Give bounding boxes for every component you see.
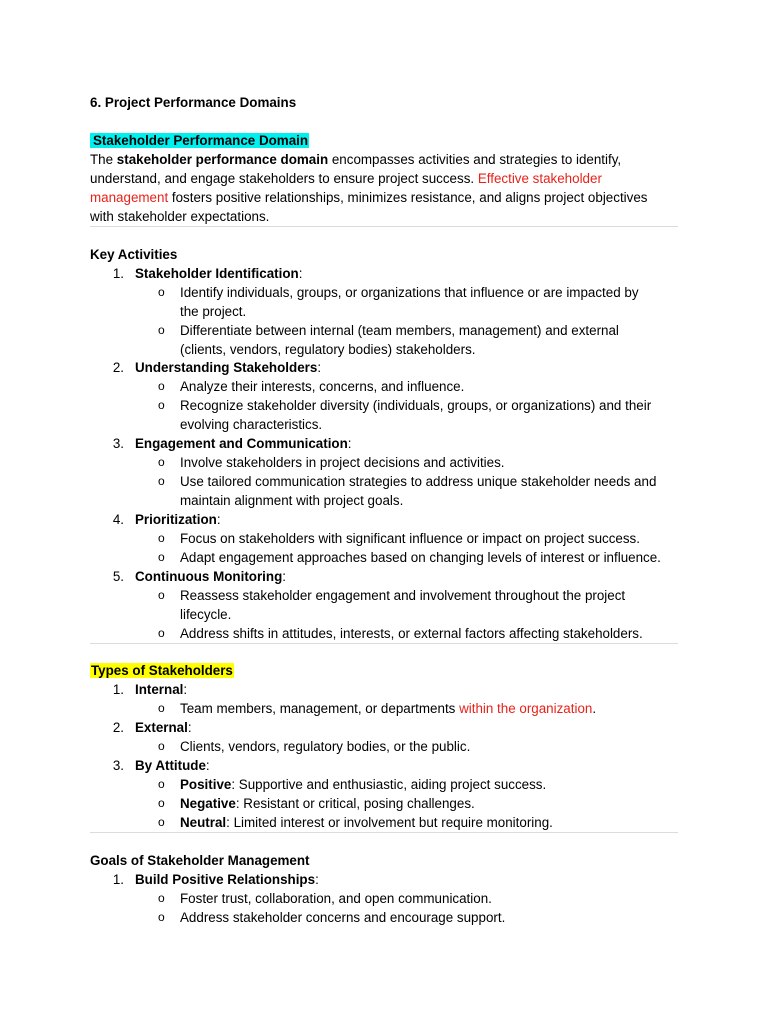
- bullet-marker: o: [158, 455, 165, 469]
- intro-bold-term: stakeholder performance domain: [116, 152, 329, 167]
- colon: :: [187, 720, 192, 735]
- bullet-marker: o: [158, 531, 165, 545]
- key-activities-title: Key Activities: [90, 247, 178, 262]
- list-item-label: External: [135, 720, 188, 735]
- bullet-text: .: [592, 701, 597, 716]
- bullet-marker: o: [158, 701, 165, 715]
- bullet-text-continued: maintain alignment with project goals.: [180, 493, 404, 508]
- section-divider: [90, 643, 678, 644]
- bullet-text: : Supportive and enthusiastic, aiding project success.: [231, 777, 547, 792]
- section-divider: [90, 226, 678, 227]
- bullet-marker: o: [158, 891, 165, 905]
- intro-text: The: [90, 152, 117, 167]
- bullet-text-continued: evolving characteristics.: [180, 417, 323, 432]
- bullet-marker: o: [158, 626, 165, 640]
- colon: :: [347, 436, 352, 451]
- list-number: 5.: [112, 569, 124, 584]
- list-number: 3.: [112, 436, 124, 451]
- list-number: 2.: [112, 360, 124, 375]
- bullet-marker: o: [158, 323, 165, 337]
- colon: :: [282, 569, 286, 584]
- bullet-red-text: within the organization: [459, 701, 593, 716]
- colon: :: [298, 266, 303, 281]
- intro-line-3: [90, 188, 647, 207]
- bullet-marker: o: [158, 550, 165, 564]
- list-item-label: Stakeholder Identification: [135, 266, 299, 281]
- intro-red-text: management: [90, 190, 169, 205]
- list-item-label: Engagement and Communication: [135, 436, 348, 451]
- attitude-term: Positive: [180, 777, 232, 792]
- list-item-label: By Attitude: [135, 758, 206, 773]
- types-title-text: Types of Stakeholders: [91, 663, 233, 678]
- bullet-text-continued: lifecycle.: [180, 607, 232, 622]
- bullet-text: Address shifts in attitudes, interests, or external factors affecting stakeholders.: [180, 626, 643, 641]
- bullet-text: Focus on stakeholders with significant influence or impact on project success.: [180, 531, 640, 546]
- list-number: 1.: [112, 682, 124, 697]
- bullet-marker: o: [158, 777, 165, 791]
- section-title-text: Stakeholder Performance Domain: [90, 133, 309, 148]
- bullet-marker: o: [158, 815, 165, 829]
- goals-title: Goals of Stakeholder Management: [90, 853, 310, 868]
- colon: :: [205, 758, 210, 773]
- list-item-label: Build Positive Relationships: [135, 872, 316, 887]
- bullet-text: : Limited interest or involvement but require monitoring.: [226, 815, 553, 830]
- types-title: [90, 661, 234, 680]
- list-number: 4.: [112, 512, 124, 527]
- colon: :: [315, 872, 319, 887]
- list-item-label: Prioritization: [135, 512, 217, 527]
- bullet-text: Reassess stakeholder engagement and involvement throughout the project: [180, 588, 626, 603]
- bullet-text: Adapt engagement approaches based on changing levels of interest or influence.: [180, 550, 661, 565]
- list-number: 1.: [112, 266, 124, 281]
- bullet-text: Involve stakeholders in project decisions and activities.: [180, 455, 505, 470]
- intro-text: fosters positive relationships, minimizes resistance, and aligns project objectives: [168, 190, 648, 205]
- intro-line-2: [90, 169, 602, 188]
- bullet-text: Team members, management, or departments: [180, 701, 460, 716]
- bullet-marker: o: [158, 379, 165, 393]
- intro-text: encompasses activities and strategies to identify,: [328, 152, 622, 167]
- bullet-text: Clients, vendors, regulatory bodies, or the public.: [180, 739, 471, 754]
- list-item-label: Continuous Monitoring: [135, 569, 283, 584]
- bullet-text: Address stakeholder concerns and encourage support.: [180, 910, 506, 925]
- bullet-text: Differentiate between internal (team members, management) and external: [180, 323, 619, 338]
- list-item-label: Internal: [135, 682, 184, 697]
- bullet-marker: o: [158, 285, 165, 299]
- bullet-marker: o: [158, 910, 165, 924]
- bullet-marker: o: [158, 739, 165, 753]
- list-item-label: Understanding Stakeholders: [135, 360, 318, 375]
- section-divider: [90, 832, 678, 833]
- intro-red-text: Effective stakeholder: [477, 171, 602, 186]
- colon: :: [216, 512, 221, 527]
- bullet-marker: o: [158, 398, 165, 412]
- bullet-marker: o: [158, 474, 165, 488]
- section-title: [90, 131, 309, 150]
- bullet-marker: o: [158, 588, 165, 602]
- intro-text: understand, and engage stakeholders to ensure project success.: [90, 171, 478, 186]
- colon: :: [183, 682, 188, 697]
- list-number: 1.: [112, 872, 124, 887]
- intro-line-1: [90, 150, 621, 169]
- bullet-marker: o: [158, 796, 165, 810]
- attitude-term: Neutral: [180, 815, 227, 830]
- bullet-text: Foster trust, collaboration, and open communication.: [180, 891, 492, 906]
- colon: :: [317, 360, 322, 375]
- bullet-text-continued: (clients, vendors, regulatory bodies) stakeholders.: [180, 342, 476, 357]
- document-heading: 6. Project Performance Domains: [90, 95, 297, 110]
- attitude-term: Negative: [180, 796, 236, 811]
- bullet-text: Use tailored communication strategies to address unique stakeholder needs and: [180, 474, 657, 489]
- bullet-text-continued: the project.: [180, 304, 247, 319]
- bullet-text: Identify individuals, groups, or organizations that influence or are impacted by: [180, 285, 639, 300]
- list-number: 2.: [112, 720, 124, 735]
- bullet-text: Analyze their interests, concerns, and influence.: [180, 379, 465, 394]
- list-number: 3.: [112, 758, 124, 773]
- bullet-text: Recognize stakeholder diversity (individuals, groups, or organizations) and their: [180, 398, 652, 413]
- intro-line-4: with stakeholder expectations.: [90, 209, 270, 224]
- bullet-text: : Resistant or critical, posing challenges.: [235, 796, 475, 811]
